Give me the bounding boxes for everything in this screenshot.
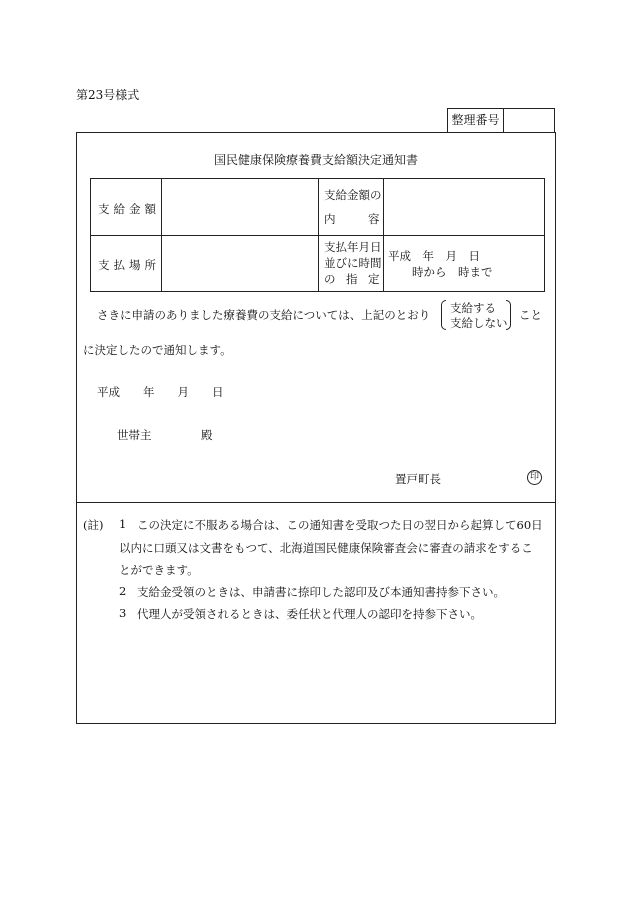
- right-bracket: [506, 300, 511, 330]
- table-divider: [91, 235, 544, 236]
- payment-info-table: [90, 178, 545, 292]
- addressee-label: 世帯主: [117, 428, 152, 442]
- note-number: 2: [119, 584, 127, 598]
- reference-number-label: 整理番号: [448, 109, 504, 132]
- payment-date-label: 指: [346, 272, 358, 286]
- payment-place-label: 支払場所: [98, 258, 160, 272]
- note-text: この決定に不服ある場合は、この通知書を受取つた日の翌日から起算して60日: [137, 518, 543, 532]
- notice-frame: [76, 132, 556, 724]
- decision-choice-bracket: [441, 300, 511, 330]
- payment-date-label: の: [324, 272, 336, 286]
- form-number: 第23号様式: [76, 88, 140, 102]
- payment-date-label: 支払年月日: [324, 240, 382, 254]
- payment-date-value: 平成 年 月 日: [388, 249, 480, 263]
- note-number: 1: [119, 517, 127, 531]
- addressee-honorific: 殿: [201, 428, 213, 442]
- note-text: 支給金受領のときは、申請書に捺印した認印及び本通知書持参下さい。: [137, 585, 505, 599]
- body-text-line2: に決定したので通知します。: [83, 343, 232, 357]
- body-text-line1: さきに申請のありました療養費の支給については、上記のとおり: [97, 308, 431, 322]
- note-text: 代理人が受領されるときは、委任状と代理人の認印を持参下さい。: [137, 607, 482, 621]
- issuer-name: 置戸町長: [395, 472, 441, 486]
- content-label: 支給金額の: [324, 188, 382, 202]
- content-label-part: 容: [368, 212, 380, 226]
- seal-mark: 印: [527, 470, 542, 485]
- reference-number-box: [447, 108, 555, 132]
- notes-heading: (註): [83, 518, 104, 532]
- note-number: 3: [119, 606, 127, 620]
- note-text: とができます。: [119, 563, 199, 577]
- choice-option-no-pay: 支給しない: [450, 316, 508, 330]
- notes-divider: [77, 502, 555, 503]
- payment-date-label: 定: [368, 272, 380, 286]
- content-label-part: 内: [324, 212, 336, 226]
- payment-time-value: 時から 時まで: [412, 265, 493, 279]
- note-text: 以内に口頭又は文書をもつて、北海道国民健康保険審査会に審査の請求をするこ: [119, 541, 533, 555]
- document-title: 国民健康保険療養費支給額決定通知書: [213, 153, 418, 167]
- amount-label: 支給金額: [98, 202, 160, 216]
- issue-date: 平成 年 月 日: [97, 385, 224, 399]
- left-bracket: [441, 300, 446, 330]
- body-text-tail: こと: [519, 308, 542, 322]
- payment-date-label: 並びに時間: [324, 256, 382, 270]
- choice-option-pay: 支給する: [450, 301, 496, 315]
